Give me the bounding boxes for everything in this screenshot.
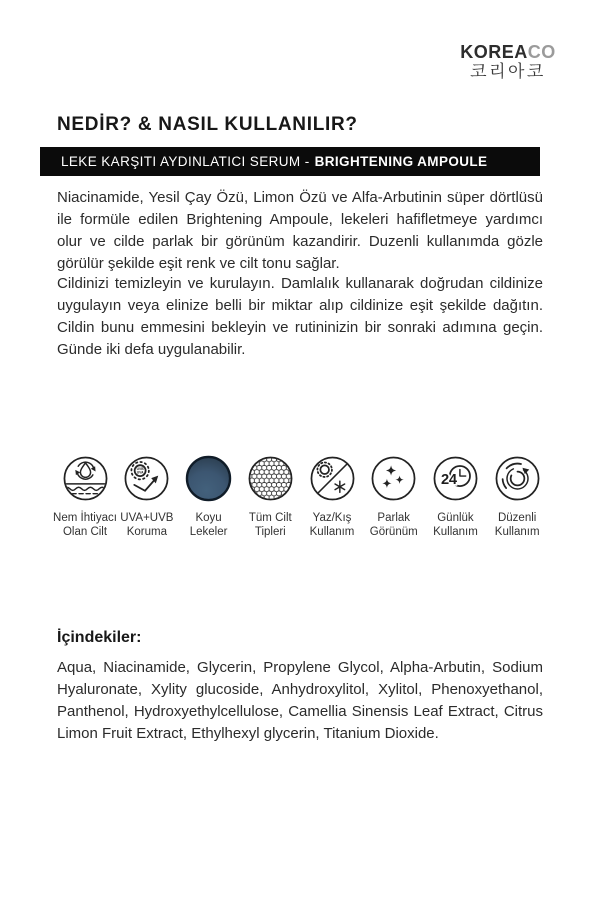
feature-dark-spots: [178, 455, 240, 539]
feature-label: Parlak Görünüm: [369, 512, 418, 538]
summer-winter-icon: [309, 455, 356, 502]
bright-look-icon: [370, 455, 417, 502]
feature-daily-use: [425, 455, 487, 539]
feature-label: Koyu Lekeler: [189, 512, 228, 538]
brand-name-korean: 코리아코: [470, 62, 546, 81]
feature-label: UVA+UVB Koruma: [120, 512, 174, 538]
feature-label: Yaz/Kış Kullanım: [309, 512, 355, 538]
brand-name: [448, 43, 568, 62]
product-banner: [40, 147, 540, 176]
banner-product-name: BRIGHTENING AMPOULE: [314, 154, 488, 169]
daily-use-icon: [432, 455, 479, 502]
ingredients-list: Aqua, Niacinamide, Glycerin, Propylene Glycol, Alpha-Arbutin, Sodium Hyaluronate, Xylity glucoside, Anhydroxylitol, Xylitol, Phenoxyethanol, Panthenol, Hydroxyethylcellulose, Camellia Sinensis Leaf Extract, Citrus Limon Fruit Extract, Ethylhexyl glycerin, Titanium Dioxide.: [57, 659, 543, 742]
dark-spots-icon: [185, 455, 232, 502]
feature-label: Düzenli Kullanım: [494, 512, 540, 538]
feature-label: Günlük Kullanım: [433, 512, 478, 538]
feature-label: Tüm Cilt Tipleri: [248, 512, 292, 538]
banner-serum-label: LEKE KARŞITI AYDINLATICI SERUM -: [61, 154, 310, 169]
feature-moisture-skin: [54, 455, 116, 539]
svg-text:UVB: UVB: [136, 467, 144, 472]
usage-paragraph: Cildinizi temizleyin ve kurulayın. Damlalık kullanarak doğrudan cildinize uygulayın veya elinize belli bir miktar alıp cildinize eşit şekilde dağıtın. Cildin bunu emmesini bekleyin ve rutininizin bir sonraki adımına geçin. Günde iki defa uygulanabilir.: [57, 275, 543, 358]
brand-name-secondary: CO: [527, 42, 556, 62]
brand-logo: [448, 43, 568, 82]
svg-text:24: 24: [440, 472, 457, 489]
feature-summer-winter: [301, 455, 363, 539]
regular-use-icon: [494, 455, 541, 502]
brand-name-primary: KOREA: [460, 42, 528, 62]
feature-all-skin-types: [239, 455, 301, 539]
feature-regular-use: [486, 455, 548, 539]
feature-label: Nem İhtiyacı Olan Cilt: [53, 512, 117, 538]
moisture-skin-icon: [62, 455, 109, 502]
svg-text:UVA: UVA: [137, 470, 144, 475]
all-skin-types-icon: [247, 455, 294, 502]
page-title: NEDİR? & NASIL KULLANILIR?: [57, 114, 358, 135]
ingredients-heading: İçindekiler:: [57, 629, 142, 646]
feature-icon-row: [54, 455, 548, 539]
uv-protection-icon: [123, 455, 170, 502]
feature-uv-protection: [116, 455, 178, 539]
feature-bright-look: [363, 455, 425, 539]
description-paragraph: Niacinamide, Yesil Çay Özü, Limon Özü ve Alfa-Arbutinin süper dörtlüsü ile formüle edilen Brightening Ampoule, lekeleri hafifletmeye yardımcı olur ve cilde parlak bir görünüm kazandirir. Duzenli kullanımda gözle görülür şekilde eşit renk ve cilt tonu sağlar.: [57, 189, 543, 272]
